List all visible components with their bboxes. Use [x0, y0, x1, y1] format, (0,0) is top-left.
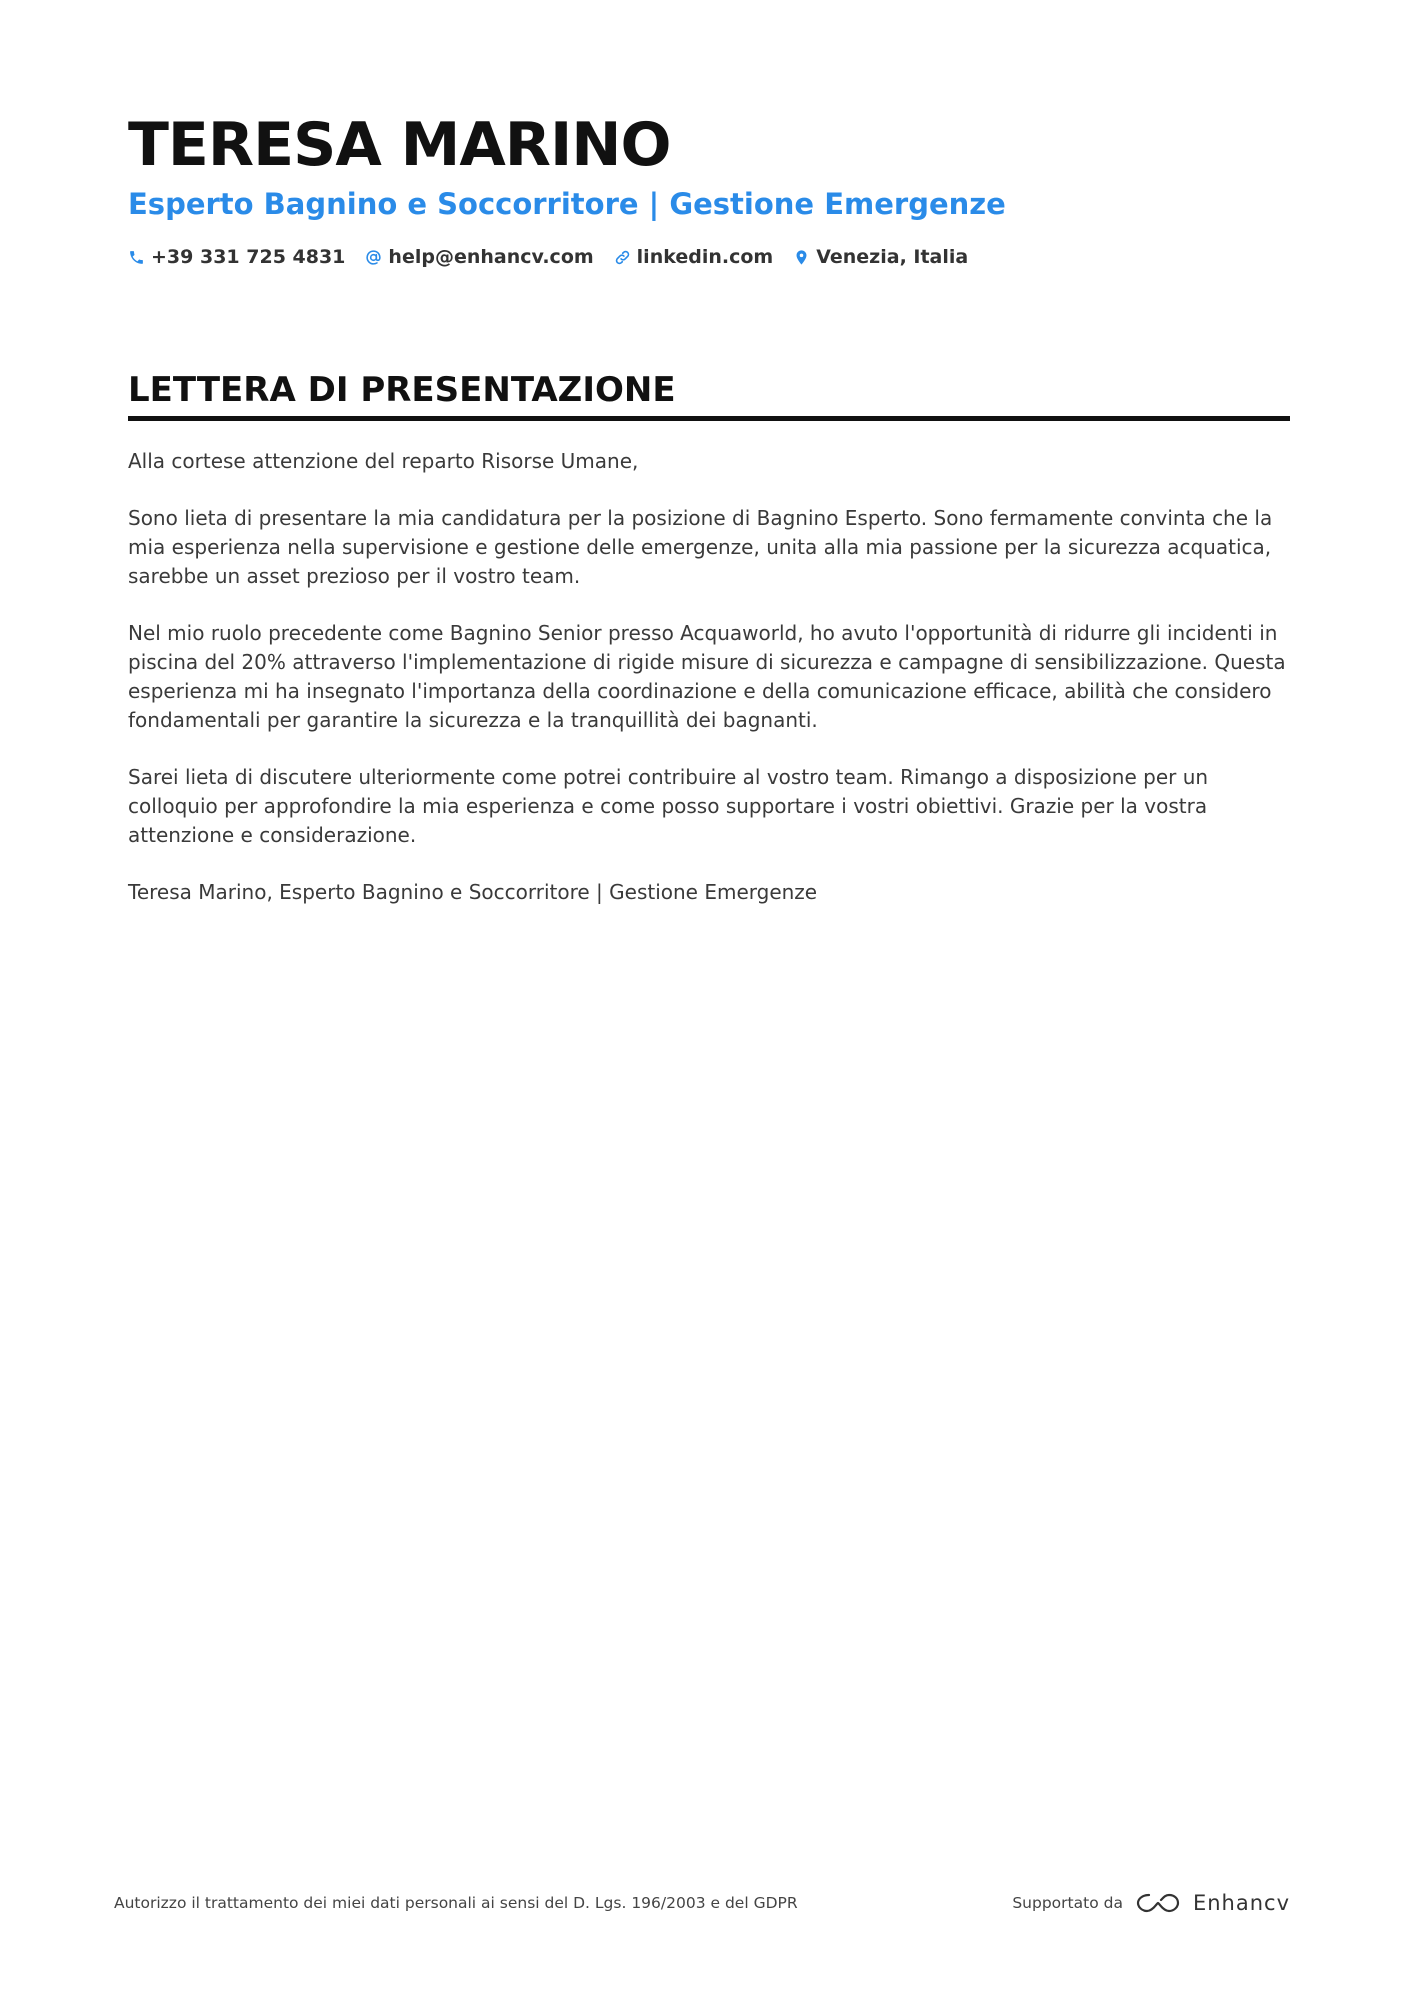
- location-text: Venezia, Italia: [816, 246, 969, 268]
- contact-link[interactable]: [614, 246, 774, 268]
- powered-label: Supportato da: [1012, 1894, 1123, 1912]
- header: [128, 108, 1290, 268]
- enhancv-logo-icon: [1135, 1890, 1181, 1916]
- letter-signature: Teresa Marino, Esperto Bagnino e Soccorritore | Gestione Emergenze: [128, 880, 818, 904]
- phone-icon: [128, 249, 145, 266]
- cover-letter-section: [128, 368, 1290, 935]
- letter-paragraph-2: Nel mio ruolo precedente come Bagnino Senior presso Acquaworld, ho avuto l'opportunità di ridurre gli incidenti in piscina del 20% attraverso l'implementazione di rigide misure di sicurezza e campagne di sensibilizzazione. Questa esperienza mi ha insegnato l'importanza della coordinazione e della comunicazione efficace, abilità che considero fondamentali per garantire la sicurezza e la tranquillità dei bagnanti.: [128, 621, 1286, 732]
- job-title: Esperto Bagnino e Soccorritore | Gestione Emergenze: [128, 187, 1006, 221]
- phone-text: +39 331 725 4831: [151, 246, 346, 268]
- consent-text: Autorizzo il trattamento dei miei dati personali ai sensi del D. Lgs. 196/2003 e del GDPR: [114, 1894, 798, 1912]
- contact-bar: [128, 246, 1290, 268]
- contact-email[interactable]: [365, 246, 593, 268]
- letter-paragraph-3: Sarei lieta di discutere ulteriormente come potrei contribuire al vostro team. Rimango a disposizione per un colloquio per approfondire la mia esperienza e come posso supportare i vostri obiettivi. Grazie per la vostra attenzione e considerazione.: [128, 765, 1209, 847]
- letter-paragraph-1: Sono lieta di presentare la mia candidatura per la posizione di Bagnino Esperto. Sono fermamente convinta che la mia esperienza nella supervisione e gestione delle emergenze, unita alla mia passione per la sicurezza acquatica, sarebbe un asset prezioso per il vostro team.: [128, 506, 1273, 588]
- location-pin-icon: [793, 249, 810, 266]
- email-text: help@enhancv.com: [388, 246, 594, 268]
- contact-location: [793, 246, 968, 268]
- contact-phone[interactable]: [128, 246, 345, 268]
- letter-greeting: Alla cortese attenzione del reparto Risorse Umane,: [128, 449, 639, 473]
- at-icon: [365, 249, 382, 266]
- letter-body: [128, 447, 1290, 907]
- powered-by[interactable]: [1012, 1890, 1290, 1916]
- candidate-name: TERESA MARINO: [128, 110, 671, 180]
- brand-name: Enhancv: [1192, 1891, 1290, 1915]
- section-title: LETTERA DI PRESENTAZIONE: [128, 368, 1290, 421]
- footer: [114, 1890, 1290, 1916]
- link-icon: [614, 249, 631, 266]
- link-text: linkedin.com: [636, 246, 774, 268]
